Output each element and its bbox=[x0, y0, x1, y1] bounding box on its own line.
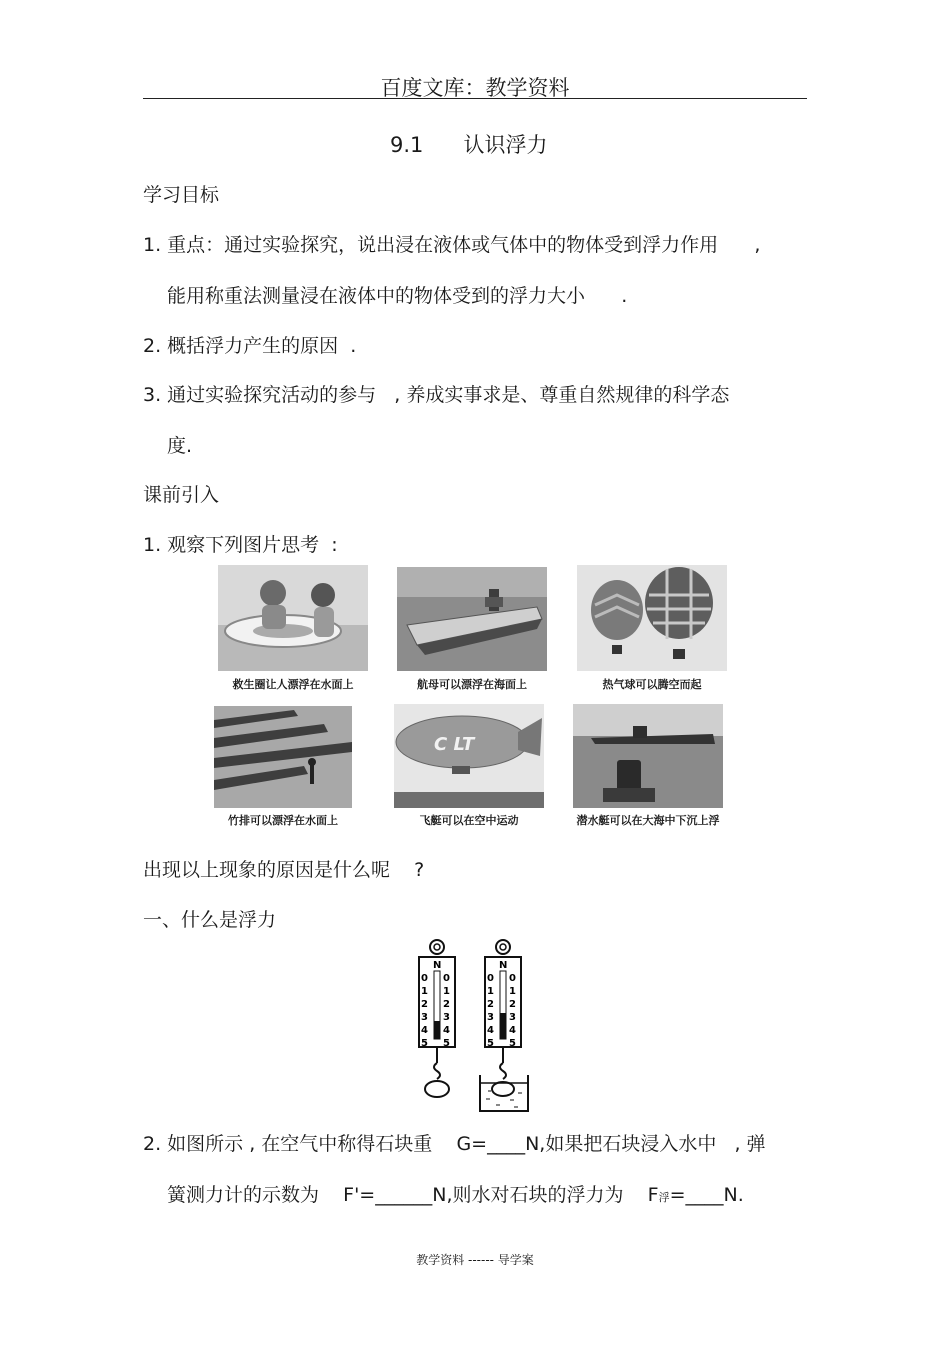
photo-caption: 救生圈让人漂浮在水面上 bbox=[232, 678, 354, 691]
question-2-line-2a: 簧测力计的示数为 F'=______N,则水对石块的浮力为 F bbox=[167, 1184, 659, 1206]
photo-caption: 竹排可以漂浮在水面上 bbox=[228, 814, 338, 827]
spring-scale-diagram bbox=[410, 937, 540, 1115]
scale-tick-label: 5 bbox=[443, 1038, 450, 1049]
scale-tick-label: 5 bbox=[509, 1038, 516, 1049]
scale-tick-label: 3 bbox=[443, 1012, 450, 1023]
airship-photo bbox=[394, 704, 544, 808]
scale-tick-label: 5 bbox=[487, 1038, 494, 1049]
photo-caption: 潜水艇可以在大海中下沉上浮 bbox=[576, 814, 720, 827]
scale-tick-label: 1 bbox=[509, 986, 516, 997]
scale-tick-label: 0 bbox=[421, 973, 428, 984]
photo-caption: 热气球可以腾空而起 bbox=[602, 678, 702, 691]
scale-tick-label: 4 bbox=[487, 1025, 494, 1036]
photo-caption: 飞艇可以在空中运动 bbox=[419, 814, 519, 827]
header-divider bbox=[143, 98, 807, 99]
photo-caption: 航母可以漂浮在海面上 bbox=[417, 678, 527, 691]
question-2-line-1: 2. 如图所示 , 在空气中称得石块重 G=____N,如果把石块浸入水中 , 弹 bbox=[143, 1133, 766, 1155]
goal-1-line-1: 1. 重点：通过实验探究，说出浸在液体或气体中的物体受到浮力作用 , bbox=[143, 234, 761, 256]
scale-unit-label: N bbox=[433, 960, 442, 971]
intro-heading: 课前引入 bbox=[143, 484, 220, 506]
intro-question-1: 1. 观察下列图片思考 : bbox=[143, 534, 338, 556]
scale-tick-label: 4 bbox=[509, 1025, 516, 1036]
scale-tick-label: 0 bbox=[487, 973, 494, 984]
goal-2: 2. 概括浮力产生的原因 . bbox=[143, 335, 357, 357]
scale-unit-label: N bbox=[499, 960, 508, 971]
hot-air-balloon-photo bbox=[577, 565, 727, 671]
goals-heading: 学习目标 bbox=[143, 184, 220, 206]
scale-tick-label: 1 bbox=[487, 986, 494, 997]
scale-tick-label: 0 bbox=[443, 973, 450, 984]
scale-tick-label: 2 bbox=[443, 999, 450, 1010]
scale-tick-label: 0 bbox=[509, 973, 516, 984]
scale-tick-label: 3 bbox=[509, 1012, 516, 1023]
scale-tick-label: 1 bbox=[443, 986, 450, 997]
submarine-photo bbox=[573, 704, 723, 808]
goal-1-line-2: 能用称重法测量浸在液体中的物体受到的浮力大小 . bbox=[167, 285, 628, 307]
airship-text: C LT bbox=[434, 734, 475, 755]
bamboo-raft-photo bbox=[214, 706, 352, 808]
scale-tick-label: 4 bbox=[421, 1025, 428, 1036]
aircraft-carrier-photo bbox=[397, 567, 547, 671]
goal-3-line-2: 度. bbox=[167, 435, 193, 457]
scale-tick-label: 2 bbox=[509, 999, 516, 1010]
scale-tick-label: 2 bbox=[487, 999, 494, 1010]
what-heading: 一、什么是浮力 bbox=[143, 909, 277, 931]
life-ring-photo bbox=[218, 565, 368, 671]
question-2-line-2 bbox=[167, 1180, 744, 1207]
goal-3-line-1: 3. 通过实验探究活动的参与 , 养成实事求是、尊重自然规律的科学态 bbox=[143, 384, 730, 406]
header-title: 百度文库：教学资料 bbox=[380, 76, 570, 100]
scale-tick-label: 3 bbox=[487, 1012, 494, 1023]
scale-tick-label: 1 bbox=[421, 986, 428, 997]
question-2-line-2b: =____N. bbox=[669, 1184, 744, 1206]
question-reason: 出现以上现象的原因是什么呢 ? bbox=[143, 859, 425, 881]
page-footer: 教学资料 ------ 导学案 bbox=[416, 1253, 534, 1267]
scale-tick-label: 5 bbox=[421, 1038, 428, 1049]
scale-tick-label: 2 bbox=[421, 999, 428, 1010]
buoyancy-subscript: 浮 bbox=[658, 1191, 670, 1204]
scale-tick-label: 3 bbox=[421, 1012, 428, 1023]
lesson-title: 9.1 认识浮力 bbox=[390, 133, 548, 157]
scale-tick-label: 4 bbox=[443, 1025, 450, 1036]
